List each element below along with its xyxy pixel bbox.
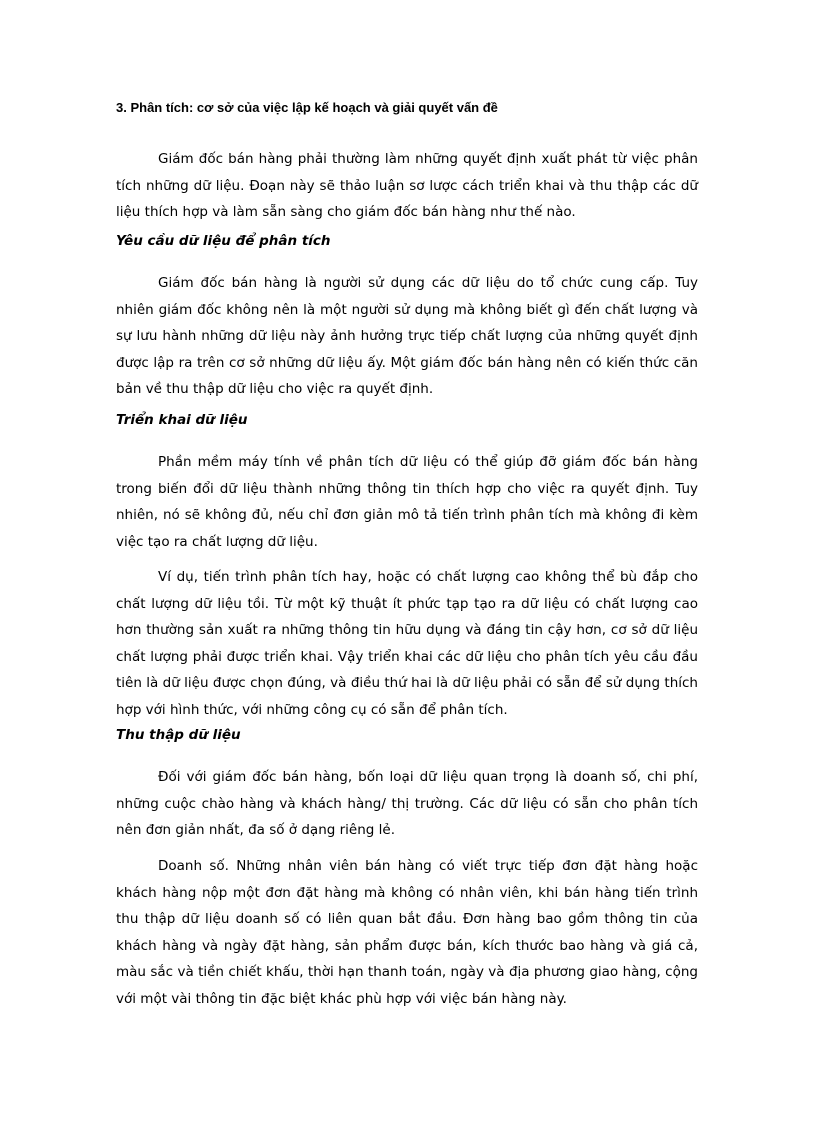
paragraph-intro: Giám đốc bán hàng phải thường làm những quyết định xuất phát từ việc phân tích những dữ liệu. Đoạn này sẽ thảo luận sơ lược cách triển khai và thu thập các dữ liệu thích hợp và làm sẵn sàng cho giám đốc bán hàng như thế nào. <box>116 151 698 220</box>
section-title: 3. Phân tích: cơ sở của việc lập kế hoạch và giải quyết vấn đề <box>116 100 498 115</box>
heading-data-development: Triển khai dữ liệu <box>116 412 248 428</box>
heading-data-requirements: Yêu cầu dữ liệu để phân tích <box>116 233 331 249</box>
paragraph-data-requirements: Giám đốc bán hàng là người sử dụng các dữ liệu do tổ chức cung cấp. Tuy nhiên giám đốc không nên là một người sử dụng mà không biết gì đến chất lượng và sự lưu hành những dữ liệu này ảnh hưởng trực tiếp chất lượng của những quyết định được lập ra trên cơ sở những dữ liệu ấy. Một giám đốc bán hàng nên có kiến thức căn bản về thu thập dữ liệu cho việc ra quyết định. <box>116 275 698 397</box>
paragraph-sales: Doanh số. Những nhân viên bán hàng có viết trực tiếp đơn đặt hàng hoặc khách hàng nộp một đơn đặt hàng mà không có nhân viên, khi bán hàng tiến trình thu thập dữ liệu doanh số có liên quan bắt đầu. Đơn hàng bao gồm thông tin của khách hàng và ngày đặt hàng, sản phẩm được bán, kích thước bao hàng và giá cả, màu sắc và tiền chiết khấu, thời hạn thanh toán, ngày và địa phương giao hàng, cộng với một vài thông tin đặc biệt khác phù hợp với việc bán hàng này. <box>116 858 698 1007</box>
paragraph-data-development: Phần mềm máy tính về phân tích dữ liệu có thể giúp đỡ giám đốc bán hàng trong biến đổi dữ liệu thành những thông tin thích hợp cho việc ra quyết định. Tuy nhiên, nó sẽ không đủ, nếu chỉ đơn giản mô tả tiến trình phân tích mà không đi kèm việc tạo ra chất lượng dữ liệu. <box>116 454 698 550</box>
paragraph-data-collection: Đối với giám đốc bán hàng, bốn loại dữ liệu quan trọng là doanh số, chi phí, những cuộc chào hàng và khách hàng/ thị trường. Các dữ liệu có sẵn cho phân tích nên đơn giản nhất, đa số ở dạng riêng lẻ. <box>116 769 698 838</box>
heading-data-collection: Thu thập dữ liệu <box>116 727 241 743</box>
paragraph-example: Ví dụ, tiến trình phân tích hay, hoặc có chất lượng cao không thể bù đắp cho chất lượng dữ liệu tồi. Từ một kỹ thuật ít phức tạp tạo ra dữ liệu có chất lượng cao hơn thường sản xuất ra những thông tin hữu dụng và đáng tin cậy hơn, cơ sở dữ liệu chất lượng phải được triển khai. Vậy triển khai các dữ liệu cho phân tích yêu cầu đầu tiên là dữ liệu được chọn đúng, và điều thứ hai là dữ liệu phải có sẵn để sử dụng thích hợp với hình thức, với những công cụ có sẵn để phân tích. <box>116 569 698 718</box>
